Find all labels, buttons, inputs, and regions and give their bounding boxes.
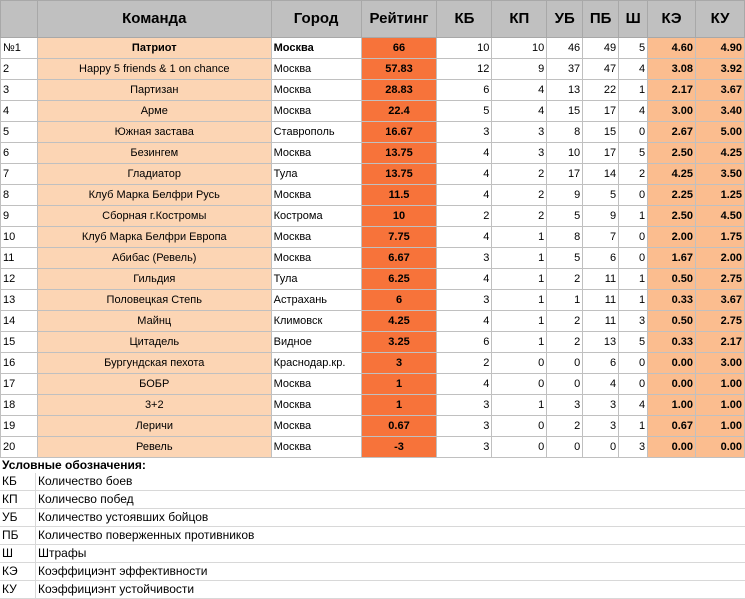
cell-city[interactable]: Тула [271, 269, 361, 290]
cell-num[interactable]: 19 [1, 416, 38, 437]
cell-city[interactable]: Москва [271, 80, 361, 101]
cell-ku[interactable]: 2.75 [696, 311, 745, 332]
cell-rating[interactable]: 11.5 [361, 185, 437, 206]
header-cell-kp[interactable]: КП [492, 1, 547, 38]
cell-ke[interactable]: 4.60 [648, 38, 696, 59]
cell-ke[interactable]: 0.67 [648, 416, 696, 437]
cell-num[interactable]: №1 [1, 38, 38, 59]
cell-kb[interactable]: 3 [437, 122, 492, 143]
cell-pb[interactable]: 7 [583, 227, 619, 248]
cell-kp[interactable]: 4 [492, 101, 547, 122]
cell-num[interactable]: 8 [1, 185, 38, 206]
cell-pb[interactable]: 11 [583, 269, 619, 290]
cell-city[interactable]: Москва [271, 59, 361, 80]
cell-sh[interactable]: 5 [619, 38, 648, 59]
cell-num[interactable]: 10 [1, 227, 38, 248]
cell-ub[interactable]: 2 [547, 269, 583, 290]
cell-team[interactable]: Ревель [37, 437, 271, 458]
cell-sh[interactable]: 1 [619, 269, 648, 290]
cell-pb[interactable]: 6 [583, 353, 619, 374]
cell-kb[interactable]: 4 [437, 311, 492, 332]
cell-city[interactable]: Москва [271, 101, 361, 122]
header-cell-ku[interactable]: КУ [696, 1, 745, 38]
cell-team[interactable]: Леричи [37, 416, 271, 437]
cell-kb[interactable]: 6 [437, 332, 492, 353]
cell-ub[interactable]: 5 [547, 248, 583, 269]
table-row [1, 143, 745, 164]
cell-kb[interactable]: 4 [437, 164, 492, 185]
cell-kb[interactable]: 12 [437, 59, 492, 80]
cell-ku[interactable]: 3.92 [696, 59, 745, 80]
cell-kp[interactable]: 2 [492, 185, 547, 206]
cell-ku[interactable]: 2.17 [696, 332, 745, 353]
cell-kp[interactable]: 2 [492, 164, 547, 185]
cell-city[interactable]: Краснодар.кр. [271, 353, 361, 374]
cell-ke[interactable]: 0.33 [648, 290, 696, 311]
cell-team[interactable]: Бургундская пехота [37, 353, 271, 374]
table-row [1, 185, 745, 206]
cell-team[interactable]: Южная застава [37, 122, 271, 143]
cell-kb[interactable]: 2 [437, 206, 492, 227]
legend-desc[interactable]: Коэффициэнт устойчивости [38, 582, 195, 596]
cell-rating[interactable]: 22.4 [361, 101, 437, 122]
cell-ku[interactable]: 1.75 [696, 227, 745, 248]
cell-num[interactable]: 14 [1, 311, 38, 332]
cell-sh[interactable]: 5 [619, 332, 648, 353]
cell-kp[interactable]: 0 [492, 353, 547, 374]
cell-sh[interactable]: 5 [619, 143, 648, 164]
cell-kp[interactable]: 1 [492, 311, 547, 332]
cell-ub[interactable]: 46 [547, 38, 583, 59]
cell-ub[interactable]: 10 [547, 143, 583, 164]
cell-kb[interactable]: 3 [437, 248, 492, 269]
cell-pb[interactable]: 17 [583, 143, 619, 164]
cell-ke[interactable]: 3.00 [648, 101, 696, 122]
cell-num[interactable]: 11 [1, 248, 38, 269]
cell-ub[interactable]: 9 [547, 185, 583, 206]
cell-kb[interactable]: 3 [437, 395, 492, 416]
legend-desc[interactable]: Количество устоявших бойцов [38, 510, 209, 524]
cell-sh[interactable]: 0 [619, 185, 648, 206]
cell-kb[interactable]: 5 [437, 101, 492, 122]
cell-ku[interactable]: 4.90 [696, 38, 745, 59]
cell-num[interactable]: 17 [1, 374, 38, 395]
header-cell-team[interactable]: Команда [37, 1, 271, 38]
cell-team[interactable]: Половецкая Степь [37, 290, 271, 311]
legend-desc[interactable]: Количество боев [38, 474, 133, 488]
cell-kp[interactable]: 10 [492, 38, 547, 59]
cell-city[interactable]: Тула [271, 164, 361, 185]
cell-team[interactable]: Безингем [37, 143, 271, 164]
cell-sh[interactable]: 0 [619, 122, 648, 143]
cell-ke[interactable]: 0.00 [648, 437, 696, 458]
cell-city[interactable]: Ставрополь [271, 122, 361, 143]
cell-rating[interactable]: 3.25 [361, 332, 437, 353]
cell-ke[interactable]: 2.67 [648, 122, 696, 143]
cell-ub[interactable]: 5 [547, 206, 583, 227]
cell-ub[interactable]: 8 [547, 227, 583, 248]
cell-ke[interactable]: 1.00 [648, 395, 696, 416]
cell-ku[interactable]: 3.67 [696, 290, 745, 311]
cell-ub[interactable]: 17 [547, 164, 583, 185]
table-row [1, 311, 745, 332]
legend-item [0, 563, 745, 581]
table-row [1, 290, 745, 311]
cell-pb[interactable]: 47 [583, 59, 619, 80]
cell-sh[interactable]: 0 [619, 353, 648, 374]
cell-kb[interactable]: 4 [437, 143, 492, 164]
cell-sh[interactable]: 1 [619, 416, 648, 437]
cell-ke[interactable]: 2.17 [648, 80, 696, 101]
cell-city[interactable]: Москва [271, 227, 361, 248]
legend-abbr[interactable]: УБ [0, 509, 36, 526]
cell-num[interactable]: 12 [1, 269, 38, 290]
cell-ke[interactable]: 2.25 [648, 185, 696, 206]
cell-num[interactable]: 18 [1, 395, 38, 416]
cell-city[interactable]: Климовск [271, 311, 361, 332]
cell-sh[interactable]: 3 [619, 311, 648, 332]
legend-abbr[interactable]: КБ [0, 473, 36, 490]
cell-sh[interactable]: 4 [619, 395, 648, 416]
table-row [1, 122, 745, 143]
cell-num[interactable]: 4 [1, 101, 38, 122]
cell-rating[interactable]: 1 [361, 374, 437, 395]
cell-ku[interactable]: 1.00 [696, 416, 745, 437]
header-cell-kb[interactable]: КБ [437, 1, 492, 38]
cell-ku[interactable]: 5.00 [696, 122, 745, 143]
cell-sh[interactable]: 1 [619, 80, 648, 101]
cell-ku[interactable]: 4.25 [696, 143, 745, 164]
cell-team[interactable]: Гильдия [37, 269, 271, 290]
cell-rating[interactable]: 66 [361, 38, 437, 59]
cell-pb[interactable]: 13 [583, 332, 619, 353]
cell-kp[interactable]: 1 [492, 290, 547, 311]
cell-city[interactable]: Москва [271, 437, 361, 458]
cell-ku[interactable]: 2.00 [696, 248, 745, 269]
cell-pb[interactable]: 49 [583, 38, 619, 59]
cell-num[interactable]: 15 [1, 332, 38, 353]
cell-kp[interactable]: 3 [492, 122, 547, 143]
cell-ub[interactable]: 13 [547, 80, 583, 101]
cell-ke[interactable]: 4.25 [648, 164, 696, 185]
cell-city[interactable]: Видное [271, 332, 361, 353]
cell-city[interactable]: Москва [271, 395, 361, 416]
cell-ke[interactable]: 2.50 [648, 143, 696, 164]
cell-num[interactable]: 16 [1, 353, 38, 374]
cell-team[interactable]: Цитадель [37, 332, 271, 353]
cell-kp[interactable]: 0 [492, 416, 547, 437]
cell-num[interactable]: 3 [1, 80, 38, 101]
cell-team[interactable]: Клуб Марка Белфри Европа [37, 227, 271, 248]
legend-abbr[interactable]: КЭ [0, 563, 36, 580]
cell-num[interactable]: 13 [1, 290, 38, 311]
cell-pb[interactable]: 22 [583, 80, 619, 101]
cell-num[interactable]: 7 [1, 164, 38, 185]
cell-ku[interactable]: 3.67 [696, 80, 745, 101]
cell-team[interactable]: Майнц [37, 311, 271, 332]
legend-abbr[interactable]: ПБ [0, 527, 36, 544]
cell-city[interactable]: Москва [271, 38, 361, 59]
cell-pb[interactable]: 0 [583, 437, 619, 458]
table-row [1, 437, 745, 458]
legend-desc[interactable]: Количесво побед [38, 492, 134, 506]
cell-ke[interactable]: 0.33 [648, 332, 696, 353]
cell-num[interactable]: 20 [1, 437, 38, 458]
cell-kp[interactable]: 1 [492, 227, 547, 248]
cell-team[interactable]: Happy 5 friends & 1 on chance [37, 59, 271, 80]
cell-rating[interactable]: 0.67 [361, 416, 437, 437]
cell-city[interactable]: Кострома [271, 206, 361, 227]
header-cell-ke[interactable]: КЭ [648, 1, 696, 38]
cell-kb[interactable]: 6 [437, 80, 492, 101]
cell-ke[interactable]: 1.67 [648, 248, 696, 269]
cell-rating[interactable]: 28.83 [361, 80, 437, 101]
cell-rating[interactable]: -3 [361, 437, 437, 458]
cell-ku[interactable]: 3.40 [696, 101, 745, 122]
cell-kp[interactable]: 2 [492, 206, 547, 227]
table-row [1, 248, 745, 269]
header-cell-num[interactable] [1, 1, 38, 38]
cell-kb[interactable]: 2 [437, 353, 492, 374]
cell-pb[interactable]: 17 [583, 101, 619, 122]
cell-pb[interactable]: 14 [583, 164, 619, 185]
cell-pb[interactable]: 6 [583, 248, 619, 269]
cell-pb[interactable]: 3 [583, 395, 619, 416]
cell-num[interactable]: 5 [1, 122, 38, 143]
header-cell-sh[interactable]: Ш [619, 1, 648, 38]
table-row [1, 206, 745, 227]
legend-abbr[interactable]: КУ [0, 581, 36, 598]
cell-kp[interactable]: 9 [492, 59, 547, 80]
cell-kp[interactable]: 4 [492, 80, 547, 101]
cell-pb[interactable]: 5 [583, 185, 619, 206]
cell-ku[interactable]: 0.00 [696, 437, 745, 458]
cell-ku[interactable]: 1.00 [696, 374, 745, 395]
cell-pb[interactable]: 11 [583, 311, 619, 332]
cell-team[interactable]: Абибас (Ревель) [37, 248, 271, 269]
cell-ub[interactable]: 2 [547, 416, 583, 437]
table-row [1, 353, 745, 374]
cell-ub[interactable]: 8 [547, 122, 583, 143]
cell-rating[interactable]: 57.83 [361, 59, 437, 80]
cell-city[interactable]: Астрахань [271, 290, 361, 311]
cell-kp[interactable]: 1 [492, 269, 547, 290]
table-row [1, 332, 745, 353]
cell-ke[interactable]: 3.08 [648, 59, 696, 80]
cell-rating[interactable]: 6.67 [361, 248, 437, 269]
cell-sh[interactable]: 0 [619, 374, 648, 395]
cell-kp[interactable]: 0 [492, 437, 547, 458]
cell-num[interactable]: 2 [1, 59, 38, 80]
cell-ub[interactable]: 0 [547, 437, 583, 458]
cell-team[interactable]: Гладиатор [37, 164, 271, 185]
table-row [1, 374, 745, 395]
cell-pb[interactable]: 4 [583, 374, 619, 395]
cell-ke[interactable]: 0.00 [648, 374, 696, 395]
cell-kp[interactable]: 0 [492, 374, 547, 395]
cell-rating[interactable]: 13.75 [361, 164, 437, 185]
cell-sh[interactable]: 3 [619, 437, 648, 458]
cell-ub[interactable]: 1 [547, 290, 583, 311]
table-row [1, 101, 745, 122]
header-cell-rating[interactable]: Рейтинг [361, 1, 437, 38]
cell-kb[interactable]: 4 [437, 227, 492, 248]
cell-city[interactable]: Москва [271, 416, 361, 437]
cell-city[interactable]: Москва [271, 185, 361, 206]
cell-ub[interactable]: 0 [547, 374, 583, 395]
cell-sh[interactable]: 4 [619, 101, 648, 122]
cell-sh[interactable]: 4 [619, 59, 648, 80]
cell-kp[interactable]: 1 [492, 395, 547, 416]
cell-pb[interactable]: 9 [583, 206, 619, 227]
legend-item [0, 545, 745, 563]
cell-ke[interactable]: 2.00 [648, 227, 696, 248]
cell-kb[interactable]: 3 [437, 416, 492, 437]
cell-rating[interactable]: 7.75 [361, 227, 437, 248]
cell-ub[interactable]: 3 [547, 395, 583, 416]
cell-kb[interactable]: 3 [437, 437, 492, 458]
cell-kb[interactable]: 10 [437, 38, 492, 59]
cell-pb[interactable]: 3 [583, 416, 619, 437]
header-cell-ub[interactable]: УБ [547, 1, 583, 38]
cell-ke[interactable]: 2.50 [648, 206, 696, 227]
cell-ke[interactable]: 0.50 [648, 311, 696, 332]
cell-rating[interactable]: 1 [361, 395, 437, 416]
cell-ub[interactable]: 2 [547, 332, 583, 353]
cell-sh[interactable]: 1 [619, 290, 648, 311]
cell-rating[interactable]: 4.25 [361, 311, 437, 332]
legend [0, 457, 745, 599]
table-row [1, 164, 745, 185]
cell-kb[interactable]: 4 [437, 185, 492, 206]
cell-team[interactable]: БОБР [37, 374, 271, 395]
legend-list [0, 473, 745, 599]
cell-rating[interactable]: 6 [361, 290, 437, 311]
legend-desc[interactable]: Количество поверженных противников [38, 528, 255, 542]
cell-sh[interactable]: 0 [619, 227, 648, 248]
cell-team[interactable]: Партизан [37, 80, 271, 101]
legend-abbr[interactable]: КП [0, 491, 36, 508]
table-row [1, 227, 745, 248]
cell-num[interactable]: 6 [1, 143, 38, 164]
table-row [1, 80, 745, 101]
cell-city[interactable]: Москва [271, 374, 361, 395]
legend-item [0, 491, 745, 509]
legend-desc[interactable]: Коэффициэнт эффективности [38, 564, 208, 578]
cell-ku[interactable]: 1.00 [696, 395, 745, 416]
header-row [1, 1, 745, 38]
cell-kp[interactable]: 3 [492, 143, 547, 164]
legend-title[interactable]: Условные обозначения: [2, 458, 146, 472]
cell-team[interactable]: Сборная г.Костромы [37, 206, 271, 227]
cell-rating[interactable]: 16.67 [361, 122, 437, 143]
cell-ub[interactable]: 0 [547, 353, 583, 374]
cell-ku[interactable]: 4.50 [696, 206, 745, 227]
table-row [1, 395, 745, 416]
header-cell-pb[interactable]: ПБ [583, 1, 619, 38]
cell-ke[interactable]: 0.00 [648, 353, 696, 374]
cell-kp[interactable]: 1 [492, 248, 547, 269]
legend-desc[interactable]: Штрафы [38, 546, 87, 560]
cell-ku[interactable]: 2.75 [696, 269, 745, 290]
cell-team[interactable]: Арме [37, 101, 271, 122]
cell-sh[interactable]: 2 [619, 164, 648, 185]
table-row [1, 269, 745, 290]
cell-team[interactable]: Патриот [37, 38, 271, 59]
cell-rating[interactable]: 6.25 [361, 269, 437, 290]
cell-ub[interactable]: 2 [547, 311, 583, 332]
legend-abbr[interactable]: Ш [0, 545, 36, 562]
cell-ub[interactable]: 37 [547, 59, 583, 80]
cell-kb[interactable]: 4 [437, 269, 492, 290]
cell-sh[interactable]: 0 [619, 248, 648, 269]
table-row [1, 38, 745, 59]
cell-ub[interactable]: 15 [547, 101, 583, 122]
cell-pb[interactable]: 15 [583, 122, 619, 143]
cell-num[interactable]: 9 [1, 206, 38, 227]
cell-pb[interactable]: 11 [583, 290, 619, 311]
legend-item [0, 527, 745, 545]
cell-rating[interactable]: 10 [361, 206, 437, 227]
cell-rating[interactable]: 3 [361, 353, 437, 374]
cell-city[interactable]: Москва [271, 248, 361, 269]
cell-kb[interactable]: 4 [437, 374, 492, 395]
cell-ku[interactable]: 1.25 [696, 185, 745, 206]
table-row [1, 416, 745, 437]
cell-kb[interactable]: 3 [437, 290, 492, 311]
cell-team[interactable]: 3+2 [37, 395, 271, 416]
cell-rating[interactable]: 13.75 [361, 143, 437, 164]
cell-team[interactable]: Клуб Марка Белфри Русь [37, 185, 271, 206]
cell-ku[interactable]: 3.00 [696, 353, 745, 374]
legend-item [0, 581, 745, 599]
cell-ke[interactable]: 0.50 [648, 269, 696, 290]
legend-item [0, 509, 745, 527]
cell-city[interactable]: Москва [271, 143, 361, 164]
legend-item [0, 473, 745, 491]
header-cell-city[interactable]: Город [271, 1, 361, 38]
cell-sh[interactable]: 1 [619, 206, 648, 227]
cell-kp[interactable]: 1 [492, 332, 547, 353]
table-row [1, 59, 745, 80]
cell-ku[interactable]: 3.50 [696, 164, 745, 185]
